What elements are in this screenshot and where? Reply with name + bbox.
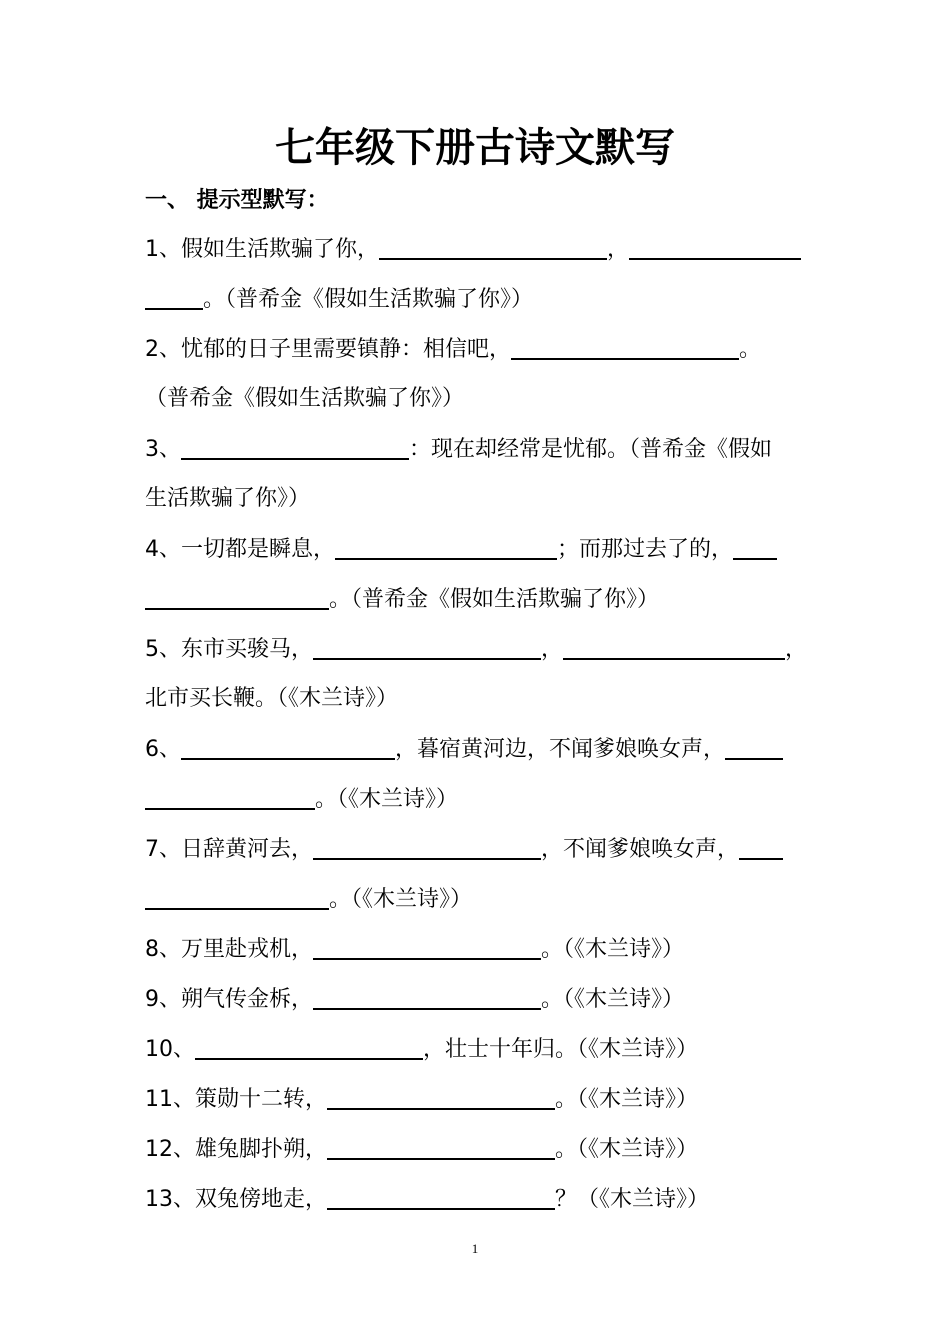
answer-blank[interactable]	[739, 832, 783, 860]
question-6-line-2	[145, 782, 810, 816]
answer-blank[interactable]	[313, 932, 541, 960]
question-text: 。（《木兰诗》）	[541, 987, 685, 1012]
question-text: 。（普希金《假如生活欺骗了你》）	[203, 287, 534, 312]
page-number: 1	[471, 1241, 479, 1256]
question-text: ；而那过去了的，	[557, 537, 734, 562]
question-text: 5、东市买骏马，	[145, 637, 313, 662]
question-text: ，	[785, 637, 808, 662]
question-text: 4、一切都是瞬息，	[145, 537, 335, 562]
question-text: ，暮宿黄河边，不闻爹娘唤女声，	[395, 737, 726, 762]
question-text: 6、	[145, 737, 181, 762]
answer-blank[interactable]	[145, 782, 315, 810]
question-text: 。	[739, 337, 762, 362]
question-text: 。（《木兰诗》）	[541, 937, 685, 962]
section-heading: 一、 提示型默写：	[145, 188, 329, 213]
answer-blank[interactable]	[629, 232, 801, 260]
question-text: 。（《木兰诗》）	[329, 887, 473, 912]
question-text: 2、忧郁的日子里需要镇静：相信吧，	[145, 337, 511, 362]
question-1-line-1	[145, 232, 810, 266]
question-text: 。（《木兰诗》）	[315, 787, 459, 812]
answer-blank[interactable]	[725, 732, 783, 760]
answer-blank[interactable]	[733, 532, 777, 560]
question-2-line-2	[145, 382, 810, 416]
answer-blank[interactable]	[563, 632, 785, 660]
question-11-line	[145, 1082, 810, 1116]
page-title: 七年级下册古诗文默写	[275, 124, 675, 171]
question-7-line-2	[145, 882, 810, 916]
question-4-line-2	[145, 582, 810, 616]
question-text: 12、雄兔脚扑朔，	[145, 1137, 327, 1162]
question-text: ？（《木兰诗》）	[555, 1187, 710, 1212]
answer-blank[interactable]	[181, 432, 409, 460]
question-5-line-1	[145, 632, 810, 666]
question-3-line-2	[145, 482, 810, 516]
answer-blank[interactable]	[145, 582, 329, 610]
question-text: ，不闻爹娘唤女声，	[541, 837, 740, 862]
question-text: （普希金《假如生活欺骗了你》）	[145, 386, 465, 411]
answer-blank[interactable]	[313, 982, 541, 1010]
answer-blank[interactable]	[335, 532, 557, 560]
answer-blank[interactable]	[145, 882, 329, 910]
question-text: ：现在却经常是忧郁。（普希金《假如	[409, 437, 773, 462]
question-text: 生活欺骗了你》）	[145, 486, 311, 511]
question-text: 。（普希金《假如生活欺骗了你》）	[329, 587, 660, 612]
question-12-line	[145, 1132, 810, 1166]
question-text: 。（《木兰诗》）	[555, 1137, 699, 1162]
question-6-line-1	[145, 732, 810, 766]
answer-blank[interactable]	[327, 1132, 555, 1160]
question-9-line	[145, 982, 810, 1016]
answer-blank[interactable]	[313, 832, 541, 860]
question-13-line	[145, 1182, 810, 1216]
question-text: 3、	[145, 437, 181, 462]
answer-blank[interactable]	[379, 232, 607, 260]
question-3-line-1	[145, 432, 810, 466]
answer-blank[interactable]	[511, 332, 739, 360]
question-10-line	[145, 1032, 810, 1066]
answer-blank[interactable]	[181, 732, 395, 760]
question-text: ，	[607, 237, 630, 262]
question-text: 7、日辞黄河去，	[145, 837, 313, 862]
question-text: 9、朔气传金柝，	[145, 987, 313, 1012]
question-text: 。（《木兰诗》）	[555, 1087, 699, 1112]
answer-blank[interactable]	[145, 282, 203, 310]
question-text: ，壮士十年归。（《木兰诗》）	[423, 1037, 699, 1062]
question-4-line-1	[145, 532, 810, 566]
question-5-line-2	[145, 682, 810, 716]
question-text: ，	[541, 637, 564, 662]
question-text: 8、万里赴戎机，	[145, 937, 313, 962]
question-text: 13、双兔傍地走，	[145, 1187, 327, 1212]
question-7-line-1	[145, 832, 810, 866]
answer-blank[interactable]	[327, 1082, 555, 1110]
question-2-line-1	[145, 332, 810, 366]
question-8-line	[145, 932, 810, 966]
question-text: 10、	[145, 1037, 195, 1062]
question-text: 北市买长鞭。（《木兰诗》）	[145, 686, 399, 711]
question-text: 1、假如生活欺骗了你，	[145, 237, 379, 262]
answer-blank[interactable]	[327, 1182, 555, 1210]
question-1-line-2	[145, 282, 810, 316]
answer-blank[interactable]	[195, 1032, 423, 1060]
answer-blank[interactable]	[313, 632, 541, 660]
question-text: 11、策勋十二转，	[145, 1087, 327, 1112]
